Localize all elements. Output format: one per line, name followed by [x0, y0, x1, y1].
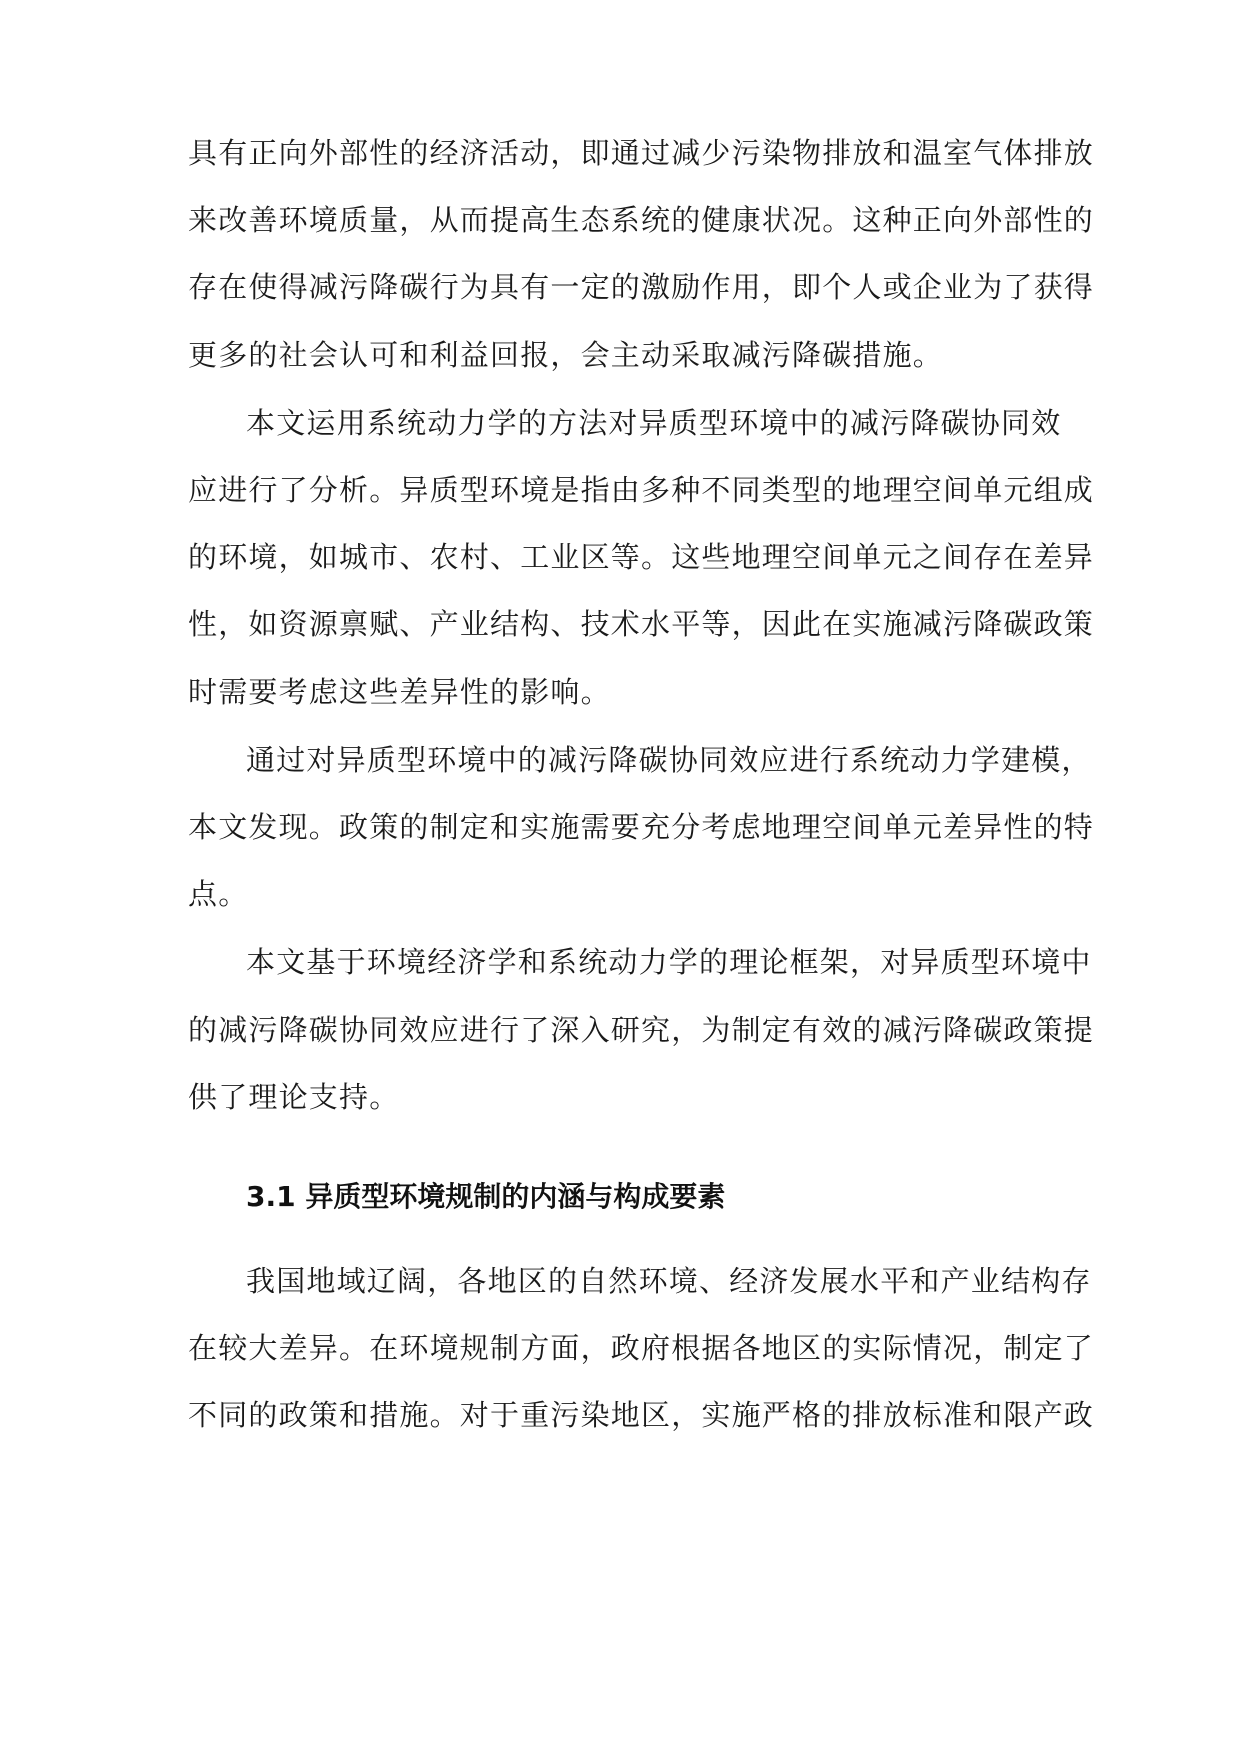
section-heading: 3.1 异质型环境规制的内涵与构成要素 [246, 1180, 726, 1213]
paragraph-3-line-3: 点。 [188, 877, 249, 911]
paragraph-2-line-2: 应进行了分析。异质型环境是指由多种不同类型的地理空间单元组成 [188, 473, 1095, 507]
paragraph-4-line-3: 供了理论支持。 [188, 1080, 400, 1114]
paragraph-4-line-2: 的减污降碳协同效应进行了深入研究，为制定有效的减污降碳政策提 [188, 1013, 1095, 1047]
paragraph-1-line-3: 存在使得减污降碳行为具有一定的激励作用，即个人或企业为了获得 [188, 270, 1095, 304]
paragraph-3-line-1: 通过对异质型环境中的减污降碳协同效应进行系统动力学建模， [246, 743, 1092, 777]
paragraph-2-line-5: 时需要考虑这些差异性的影响。 [188, 675, 611, 709]
paragraph-5-line-2: 在较大差异。在环境规制方面，政府根据各地区的实际情况，制定了 [188, 1331, 1095, 1365]
paragraph-5-line-1: 我国地域辽阔，各地区的自然环境、经济发展水平和产业结构存 [246, 1264, 1092, 1298]
paragraph-2-line-1: 本文运用系统动力学的方法对异质型环境中的减污降碳协同效 [246, 406, 1062, 440]
paragraph-5-line-3: 不同的政策和措施。对于重污染地区，实施严格的排放标准和限产政 [188, 1398, 1095, 1432]
paragraph-1-line-2: 来改善环境质量，从而提高生态系统的健康状况。这种正向外部性的 [188, 203, 1095, 237]
paragraph-2-line-4: 性，如资源禀赋、产业结构、技术水平等，因此在实施减污降碳政策 [188, 607, 1095, 641]
paragraph-4-line-1: 本文基于环境经济学和系统动力学的理论框架，对异质型环境中 [246, 945, 1092, 979]
paragraph-1-line-1: 具有正向外部性的经济活动，即通过减少污染物排放和温室气体排放 [188, 136, 1095, 170]
paragraph-3-line-2: 本文发现。政策的制定和实施需要充分考虑地理空间单元差异性的特 [188, 810, 1095, 844]
paragraph-1-line-4: 更多的社会认可和利益回报，会主动采取减污降碳措施。 [188, 338, 944, 372]
paragraph-2-line-3: 的环境，如城市、农村、工业区等。这些地理空间单元之间存在差异 [188, 540, 1095, 574]
